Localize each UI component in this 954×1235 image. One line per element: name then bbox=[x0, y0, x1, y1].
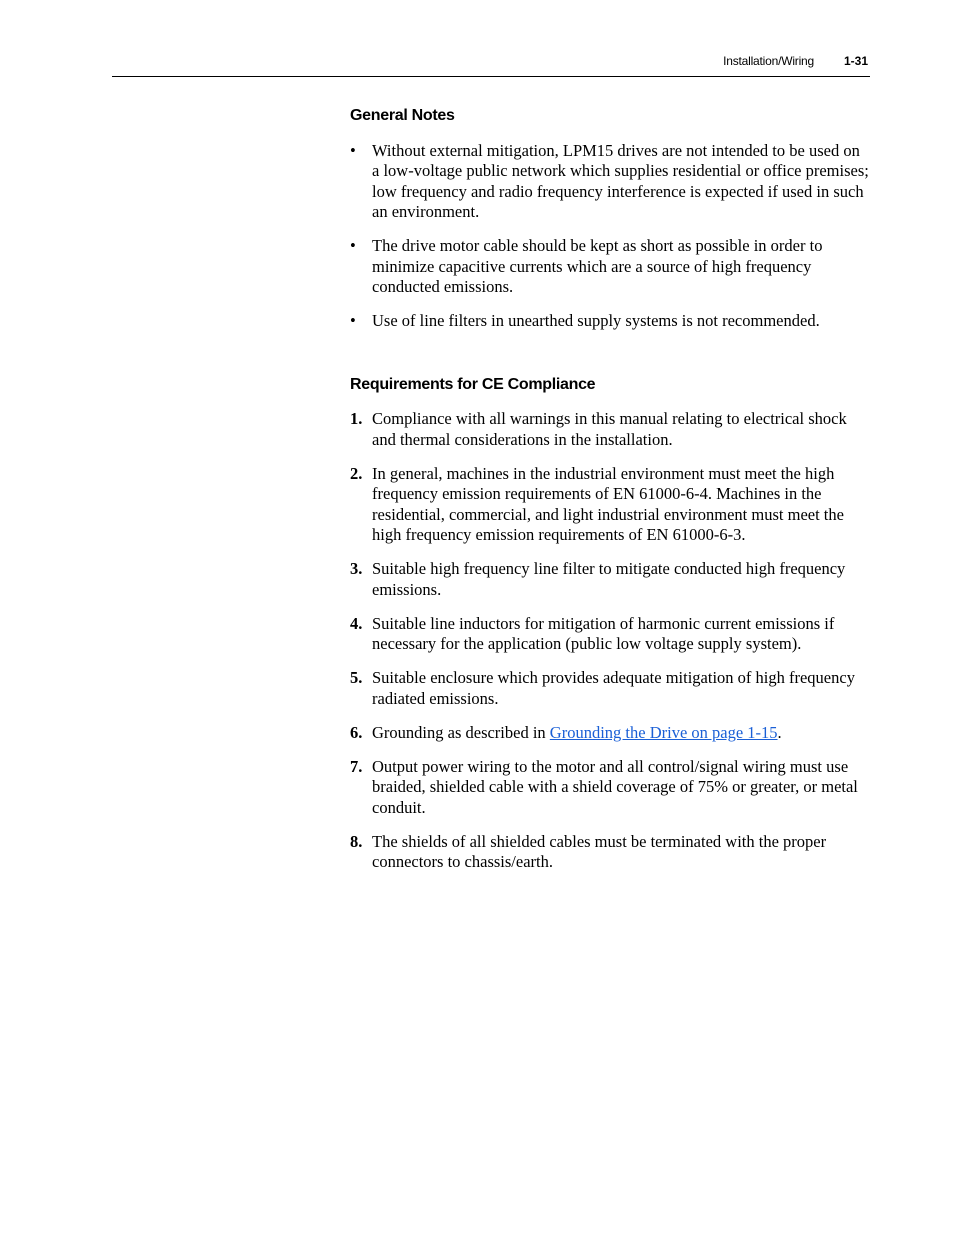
grounding-drive-link[interactable]: Grounding the Drive on page 1-15 bbox=[549, 722, 778, 742]
bullet-icon: • bbox=[350, 236, 356, 255]
list-item bbox=[350, 409, 870, 450]
list-item-text: Suitable enclosure which provides adequate mitigation of high frequency radiated emissions. bbox=[372, 668, 855, 708]
item-number: 7. bbox=[350, 756, 363, 776]
list-item bbox=[350, 559, 870, 600]
item-number: 3. bbox=[350, 559, 363, 578]
list-item bbox=[350, 236, 870, 298]
list-item bbox=[350, 311, 870, 332]
list-item-text: Output power wiring to the motor and all control/signal wiring must use braided, shielded cable with a shield coverage of 75% or greater, or metal conduit. bbox=[372, 756, 858, 817]
bullet-icon: • bbox=[350, 140, 356, 160]
page-content bbox=[350, 106, 870, 886]
item-number: 4. bbox=[350, 613, 363, 633]
page-header bbox=[112, 50, 870, 77]
list-item-text-after: . bbox=[777, 722, 782, 742]
list-item bbox=[350, 464, 870, 546]
list-item-text: Use of line filters in unearthed supply systems is not recommended. bbox=[372, 311, 820, 330]
list-item-text: Suitable high frequency line filter to mitigate conducted high frequency emissions. bbox=[372, 559, 846, 599]
list-item-text: Without external mitigation, LPM15 drives are not intended to be used on a low-voltage public network which supplies residential or office premises; low frequency and radio frequency interference is expected if used in such an environment. bbox=[372, 140, 869, 221]
list-item-text: The shields of all shielded cables must be terminated with the proper connectors to chassis/earth. bbox=[372, 831, 827, 871]
list-item-text-before: Grounding as described in bbox=[372, 722, 550, 742]
list-item bbox=[350, 832, 870, 873]
general-notes-list bbox=[350, 141, 870, 332]
list-item bbox=[350, 614, 870, 655]
list-item-text: Suitable line inductors for mitigation of harmonic current emissions if necessary for the application (public low voltage supply system). bbox=[372, 613, 835, 653]
header-page-number: 1-31 bbox=[843, 54, 868, 68]
list-item bbox=[350, 757, 870, 819]
header-section-title: Installation/Wiring bbox=[723, 54, 814, 68]
item-number: 2. bbox=[350, 463, 363, 483]
list-item bbox=[350, 668, 870, 709]
list-item-text: Compliance with all warnings in this manual relating to electrical shock and thermal considerations in the installation. bbox=[372, 409, 847, 449]
bullet-icon: • bbox=[350, 311, 356, 330]
item-number: 1. bbox=[350, 409, 363, 428]
ce-requirements-list bbox=[350, 409, 870, 873]
list-item bbox=[350, 723, 870, 744]
general-notes-heading: General Notes bbox=[350, 107, 455, 124]
list-item bbox=[350, 141, 870, 223]
item-number: 6. bbox=[350, 722, 363, 742]
ce-requirements-heading: Requirements for CE Compliance bbox=[350, 375, 596, 393]
item-number: 5. bbox=[350, 668, 363, 687]
item-number: 8. bbox=[350, 831, 363, 851]
list-item-text: In general, machines in the industrial environment must meet the high frequency emission requirements of EN 61000-6-4. Machines in the residential, commercial, and light industrial environment must meet the high frequency emission requirements of EN 61000-6-3. bbox=[372, 463, 844, 544]
list-item-text: The drive motor cable should be kept as short as possible in order to minimize capacitive currents which are a source of high frequency conducted emissions. bbox=[372, 236, 823, 296]
